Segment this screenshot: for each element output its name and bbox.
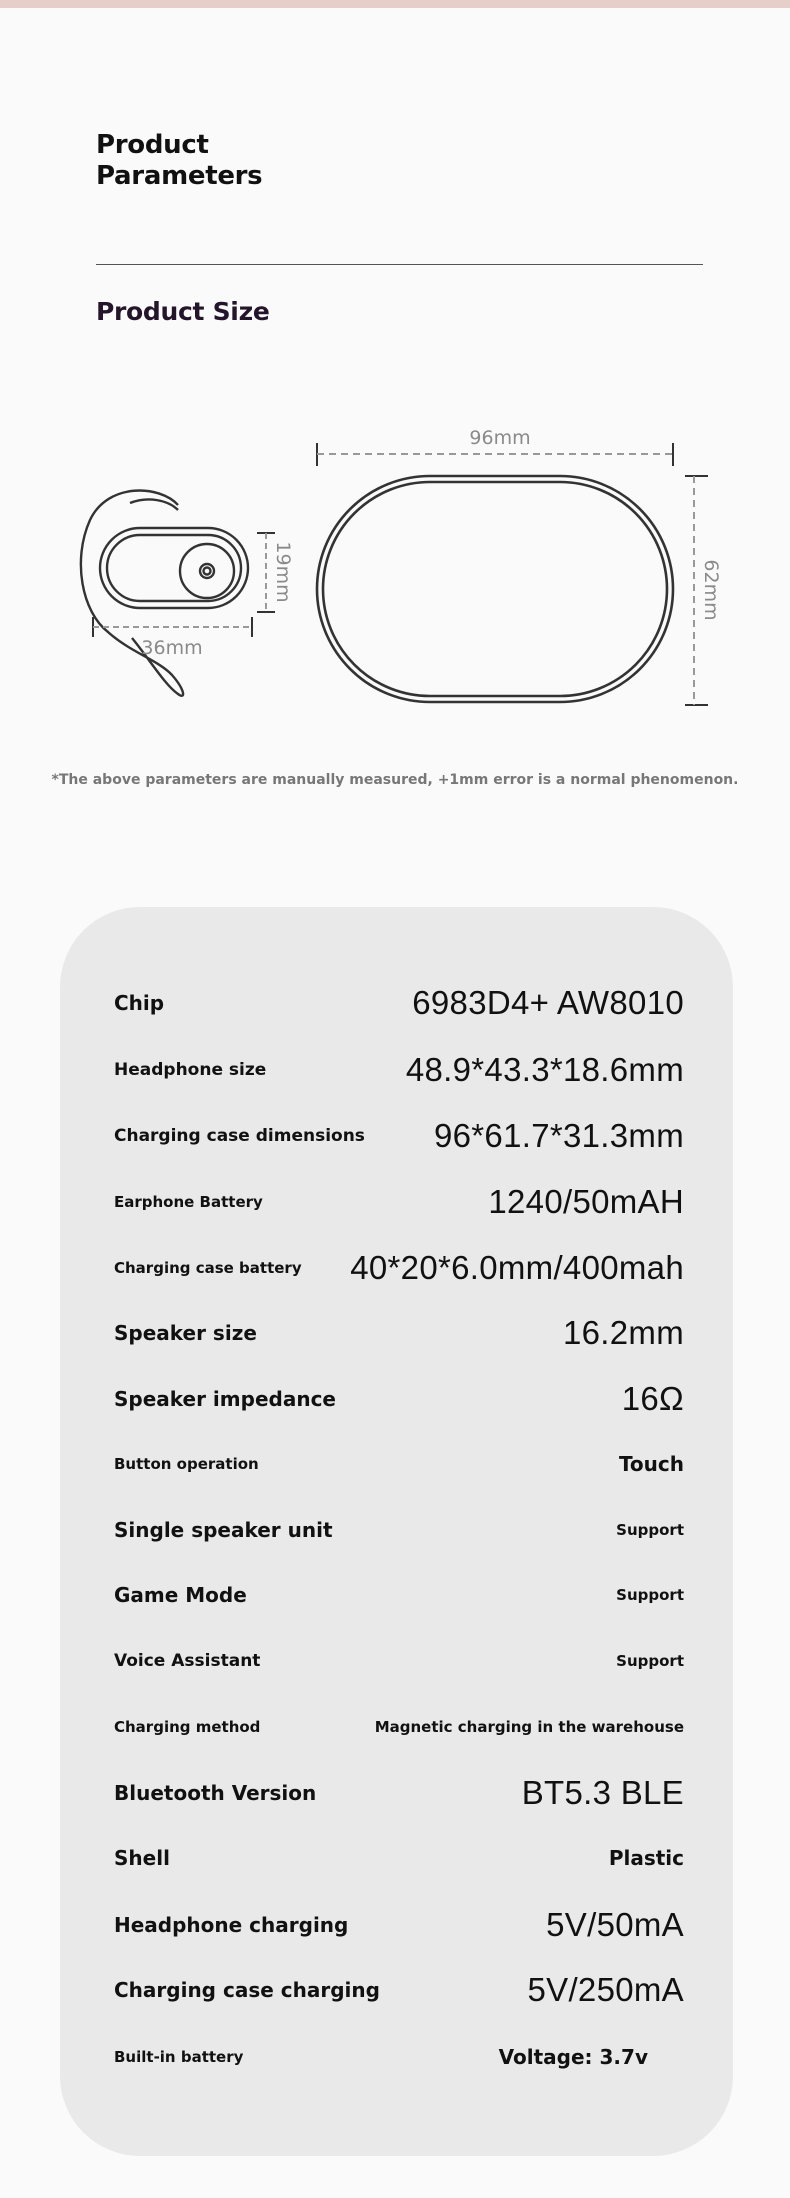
spec-value: 96*61.7*31.3mm: [433, 1117, 684, 1154]
page-title-line-1: Product: [96, 130, 209, 160]
spec-value: Support: [616, 1586, 684, 1604]
spec-value: 48.9*43.3*18.6mm: [405, 1051, 684, 1088]
earbud-width-dimension: [93, 617, 252, 637]
spec-row-single-speaker: [114, 1510, 684, 1550]
spec-label: Built-in battery: [114, 2048, 244, 2066]
spec-row-headphone-size: [114, 1050, 684, 1090]
spec-value: Magnetic charging in the warehouse: [374, 1718, 684, 1736]
spec-row-headphone-charging: [114, 1905, 684, 1945]
spec-row-case-dimensions: [114, 1116, 684, 1156]
spec-value: Touch: [618, 1452, 684, 1476]
spec-label: Game Mode: [114, 1583, 247, 1607]
spec-row-button-operation: [114, 1444, 684, 1484]
spec-label: Charging case battery: [114, 1259, 302, 1277]
spec-row-shell: [114, 1838, 684, 1878]
measurement-note: *The above parameters are manually measured, +1mm error is a normal phenomenon.: [51, 772, 739, 788]
spec-row-case-battery: [114, 1248, 684, 1288]
spec-value: 40*20*6.0mm/400mah: [350, 1249, 684, 1286]
spec-label: Headphone charging: [114, 1913, 349, 1937]
spec-value: Voltage: 3.7v: [498, 2045, 648, 2069]
spec-label: Charging method: [114, 1718, 261, 1736]
spec-label: Single speaker unit: [114, 1518, 333, 1542]
spec-label: Shell: [114, 1846, 170, 1870]
spec-value: 6983D4+ AW8010: [412, 984, 684, 1021]
spec-row-bluetooth-version: [114, 1773, 684, 1813]
case-width-label: 96mm: [469, 427, 531, 449]
spec-value: Support: [616, 1652, 684, 1670]
spec-value: BT5.3 BLE: [521, 1774, 684, 1811]
spec-row-speaker-impedance: [114, 1379, 684, 1419]
spec-value: 1240/50mAH: [488, 1183, 684, 1220]
earbud-width-label: 36mm: [141, 637, 203, 659]
spec-value: 5V/50mA: [546, 1906, 684, 1943]
spec-label: Voice Assistant: [114, 1651, 261, 1671]
spec-row-game-mode: [114, 1575, 684, 1615]
earbud-height-label: 19mm: [272, 541, 294, 603]
spec-label: Charging case charging: [114, 1978, 380, 2002]
spec-label: Chip: [114, 991, 165, 1015]
top-accent-bar: [0, 0, 790, 8]
section-title: Product Size: [96, 297, 270, 326]
spec-label: Charging case dimensions: [114, 1126, 365, 1146]
charging-case-illustration: [317, 476, 673, 702]
page-title-line-2: Parameters: [96, 161, 263, 191]
page-title: [96, 130, 262, 192]
spec-row-voice-assistant: [114, 1641, 684, 1681]
spec-value: Support: [616, 1521, 684, 1539]
spec-value: 16.2mm: [562, 1314, 684, 1351]
spec-value: 5V/250mA: [527, 1971, 684, 2008]
earbud-illustration: [81, 491, 248, 696]
spec-label: Bluetooth Version: [114, 1781, 317, 1805]
spec-row-built-in-battery: [114, 2037, 684, 2077]
spec-label: Headphone size: [114, 1060, 267, 1080]
spec-label: Earphone Battery: [114, 1193, 263, 1211]
spec-label: Button operation: [114, 1455, 259, 1473]
case-height-label: 62mm: [700, 559, 722, 621]
section-divider: [96, 264, 703, 265]
product-size-diagram: [0, 400, 790, 720]
spec-row-charging-method: [114, 1707, 684, 1747]
spec-label: Speaker impedance: [114, 1387, 336, 1411]
spec-row-speaker-size: [114, 1313, 684, 1353]
spec-row-earphone-battery: [114, 1182, 684, 1222]
spec-value: Plastic: [608, 1846, 684, 1870]
spec-row-case-charging: [114, 1970, 684, 2010]
spec-value: 16Ω: [621, 1380, 684, 1417]
spec-label: Speaker size: [114, 1321, 257, 1345]
spec-row-chip: [114, 983, 684, 1023]
